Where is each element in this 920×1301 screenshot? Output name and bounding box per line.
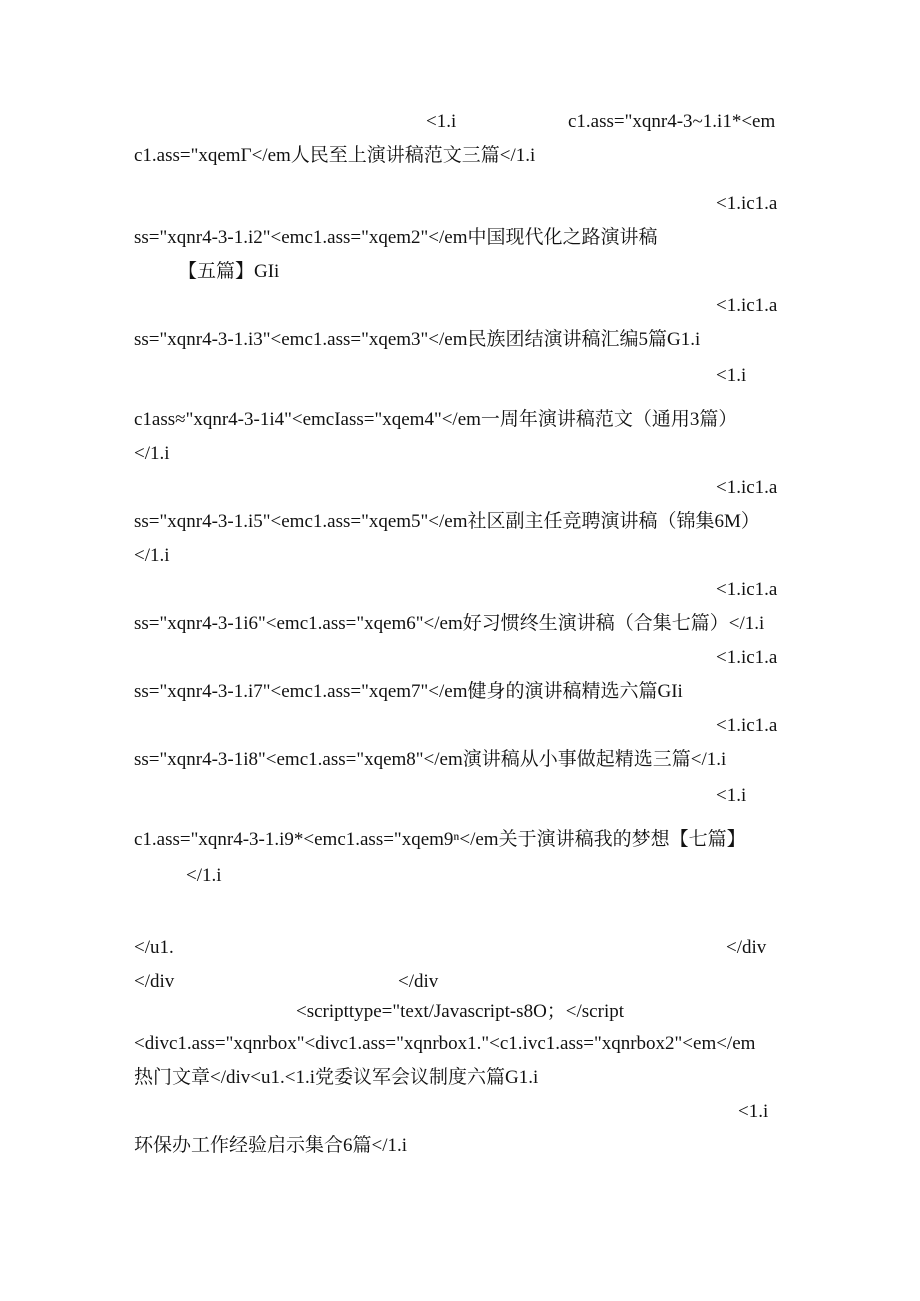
text-line: c1.ass="xqnr4-3-1.i9*<emc1.ass="xqem9ⁿ</em关于演讲稿我的梦想【七篇】 [134, 829, 746, 850]
text-line: ss="xqnr4-3-1i8"<emc1.ass="xqem8"</em演讲稿从小事做起精选三篇</1.i [134, 749, 727, 770]
text-line: <1.ic1.a [716, 579, 778, 600]
text-line: </1.i [134, 443, 170, 464]
text-line: <1.i [738, 1101, 769, 1122]
text-line: </1.i [186, 865, 222, 886]
text-line: </1.i [134, 545, 170, 566]
text-line: <1.ic1.a [716, 295, 778, 316]
text-line: ss="xqnr4-3-1i6"<emc1.ass="xqem6"</em好习惯终生演讲稿（合集七篇）</1.i [134, 613, 765, 634]
text-line: c1.ass="xqemΓ</em人民至上演讲稿范文三篇</1.i [134, 145, 536, 166]
text-line: c1.ass="xqnr4-3~1.i1*<em [568, 111, 776, 132]
text-line: ss="xqnr4-3-1.i2"<emc1.ass="xqem2"</em中国现代化之路演讲稿 [134, 227, 658, 248]
text-line: ss="xqnr4-3-1.i7"<emc1.ass="xqem7"</em健身的演讲稿精选六篇GIi [134, 681, 683, 702]
text-line: <1.i [426, 111, 457, 132]
text-line: </u1. [134, 937, 174, 958]
text-line: c1ass≈"xqnr4-3-1i4"<emcIass="xqem4"</em一周年演讲稿范文（通用3篇） [134, 409, 738, 430]
text-line: <scripttype="text/Javascript-s8O；</script [296, 1001, 625, 1022]
text-line: </div [398, 971, 439, 992]
text-line: <1.ic1.a [716, 647, 778, 668]
text-line: ss="xqnr4-3-1.i5"<emc1.ass="xqem5"</em社区副主任竞聘演讲稿（锦集6M） [134, 511, 760, 532]
text-line: 环保办工作经验启示集合6篇</1.i [134, 1135, 408, 1156]
text-line: <divc1.ass="xqnrbox"<divc1.ass="xqnrbox1."<c1.ivc1.ass="xqnrbox2"<em</em [134, 1033, 756, 1054]
text-line: <1.ic1.a [716, 477, 778, 498]
text-line: <1.ic1.a [716, 193, 778, 214]
text-line: </div [134, 971, 175, 992]
text-line: 【五篇】GIi [178, 261, 280, 282]
text-line: </div [726, 937, 767, 958]
text-line: <1.i [716, 785, 747, 806]
text-line: 热门文章</div<u1.<1.i党委议军会议制度六篇G1.i [134, 1067, 539, 1088]
text-line: ss="xqnr4-3-1.i3"<emc1.ass="xqem3"</em民族团结演讲稿汇编5篇G1.i [134, 329, 701, 350]
text-line: <1.ic1.a [716, 715, 778, 736]
text-line: <1.i [716, 365, 747, 386]
